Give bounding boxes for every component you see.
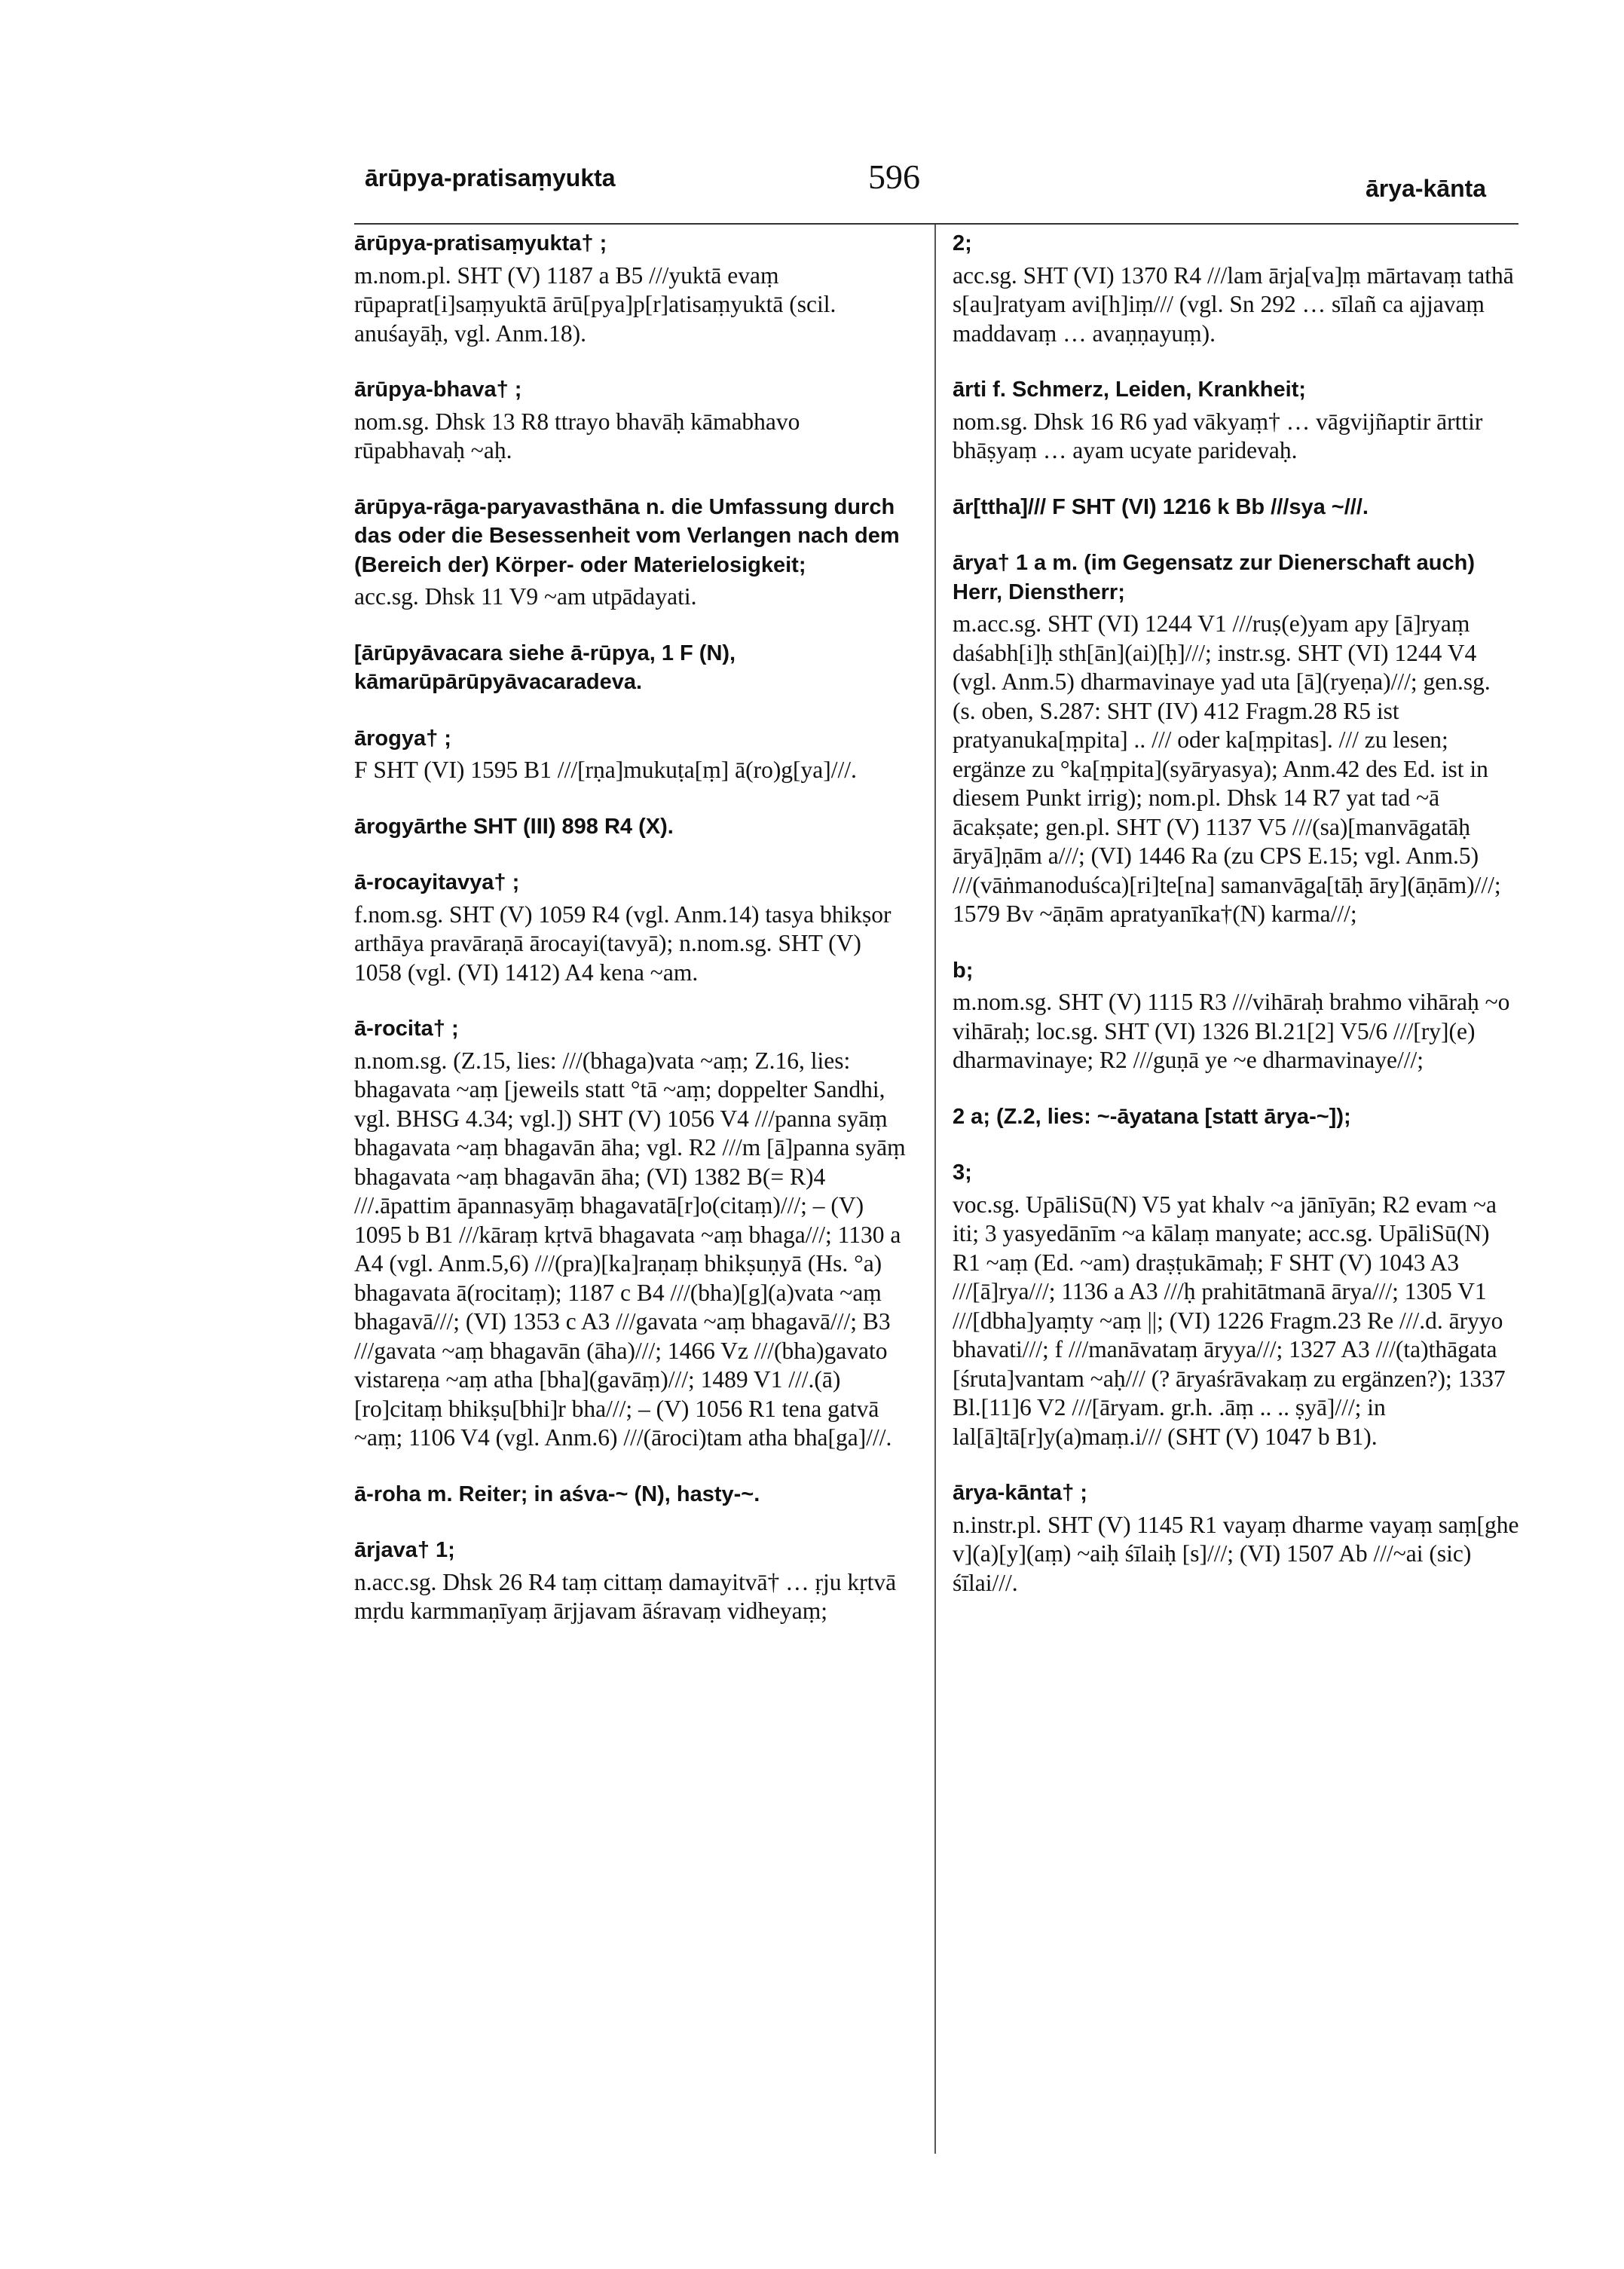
entry-body: voc.sg. UpāliSū(N) V5 yat khalv ~a jānīyān; R2 evam ~a iti; 3 yasyedānīm ~a kālaṃ manyate; acc.sg. UpāliSū(N) R1 ~aṃ (Ed. ~am) draṣṭukāmaḥ; F SHT (V) 1043 A3 ///[ā]rya///; 1136 a A3 ///ḥ prahitātmanā ārya///; 1305 V1 ///[dbha]yaṃty ~aṃ ||; (VI) 1226 Fragm.23 Re ///.d. āryyo bhavati///; f ///manāvataṃ āryya///; 1327 A3 ///(ta)thāgata [śruta]vantam ~aḥ/// (? āryaśrāvakaṃ zu ergänzen?); 1337 Bl.[11]6 V2 ///[āryam. gr.h. .āṃ .. .. ṣyā]///; in lal[ā]tā[r]y(a)maṃ.i/// (SHT (V) 1047 b B1). [953,1191,1506,1450]
left-column [354,229,913,1653]
dictionary-entry [354,1014,913,1453]
entry-body: m.nom.pl. SHT (V) 1187 a B5 ///yuktā evaṃ rūpaprat[i]saṃyuktā ārū[pya]p[r]atisaṃyuktā (scil. anuśayāḥ, vgl. Anm.18). [354,261,836,347]
entry-body: nom.sg. Dhsk 16 R6 yad vākyaṃ† … vāgvijñaptir ārttir bhāṣyaṃ … ayam ucyate paridevaḥ. [953,408,1483,463]
entry-headword: 2; [953,231,972,255]
entry-body: acc.sg. SHT (VI) 1370 R4 ///lam ārja[va]ṃ mārtavaṃ tathā s[au]ratyam avi[h]iṃ/// (vgl. Sn 292 … sīlañ ca ajjavaṃ maddavaṃ … avaṇṇayuṃ). [953,261,1514,347]
entry-headword: 2 a; (Z.2, lies: ~-āyatana [statt ārya-~]); [953,1104,1351,1129]
dictionary-entry [354,493,913,612]
entry-headword: b; [953,958,974,983]
entry-headword: ārya-kānta† ; [953,1481,1087,1505]
page-number: 596 [868,157,920,196]
dictionary-entry [953,229,1519,348]
entry-headword: ārjava† 1; [354,1538,455,1562]
entry-headword: ā-rocayitavya† ; [354,870,520,894]
dictionary-entry [953,1102,1519,1132]
dictionary-entry [953,1479,1519,1598]
entry-headword: ārya† 1 a m. (im Gegensatz zur Dienerschaft auch) Herr, Dienstherr; [953,551,1476,604]
entry-headword: ā-rocita† ; [354,1017,459,1041]
dictionary-entry [354,229,913,348]
dictionary-entry [354,868,913,987]
entry-headword: ārogyārthe SHT (III) 898 R4 (X). [354,814,674,839]
dictionary-entry [354,375,913,466]
entry-body: n.acc.sg. Dhsk 26 R4 taṃ cittaṃ damayitvā† … ṛju kṛtvā mṛdu karmmaṇīyaṃ ārjjavam āśravaṃ vidheyaṃ; [354,1568,897,1624]
dictionary-entry [354,1480,913,1509]
entry-body: m.nom.sg. SHT (V) 1115 R3 ///vihāraḥ brahmo vihāraḥ ~o vihāraḥ; loc.sg. SHT (VI) 1326 Bl.21[2] V5/6 ///[ry](e) dharmavinaye; R2 ///guṇā ye ~e dharmavinaye///; [953,989,1510,1073]
entry-body: n.nom.sg. (Z.15, lies: ///(bhaga)vata ~aṃ; Z.16, lies: bhagavata ~aṃ [jeweils statt °tā ~aṃ; doppelter Sandhi, vgl. BHSG 4.34; vgl.]) SHT (V) 1056 V4 ///panna syāṃ bhagavata ~aṃ bhagavān āha; vgl. R2 ///m [ā]panna syāṃ bhagavata ~aṃ bhagavān āha; (VI) 1382 B(= R)4 ///.āpattim āpannasyāṃ bhagavatā[r]o(citaṃ)///; – (V) 1095 b B1 ///kāraṃ kṛtvā bhagavata ~aṃ bhaga///; 1130 a A4 (vgl. Anm.5,6) ///(pra)[ka]raṇaṃ bhikṣuṇyā (Hs. °a) bhagavata ā(rocitaṃ); 1187 c B4 ///(bha)[g](a)vata ~aṃ bhagavā///; (VI) 1353 c A3 ///gavata ~aṃ bhagavā///; B3 ///gavata ~aṃ bhagavān (āha)///; 1466 Vz ///(bha)gavato vistareṇa ~aṃ atha [bha](gavāṃ)///; 1489 V1 ///.(ā)[ro]citaṃ bhikṣu[bhi]r bha///; – (V) 1056 R1 tena gatvā ~aṃ; 1106 V4 (vgl. Anm.6) ///(āroci)tam atha bha[ga]///. [354,1047,906,1451]
entry-headword: ārūpya-bhava† ; [354,378,522,402]
entry-headword: ārogya† ; [354,726,451,751]
dictionary-entry [953,549,1519,929]
dictionary-entry [953,493,1519,522]
entry-body: m.acc.sg. SHT (VI) 1244 V1 ///ruṣ(e)yam apy [ā]ryaṃ daśabh[i]ḥ sth[ān](ai)[ḥ]///; instr.sg. SHT (VI) 1244 V4 (vgl. Anm.5) dharmavinaye yad uta [ā](ryeṇa)///; gen.sg. (s. oben, S.287: SHT (IV) 412 Fragm.28 R5 ist pratyanuka[ṃpita] .. /// oder ka[ṃpitas]. /// zu lesen; ergänze zu °ka[ṃpita](syāryasya); Anm.42 des Ed. ist in diesem Punkt irrig); nom.pl. Dhsk 14 R7 yat tad ~ā ācakṣate; gen.pl. SHT (V) 1137 V5 ///(sa)[manvāgatāḥ āryā]ṇām a///; (VI) 1446 Ra (zu CPS E.15; vgl. Anm.5) ///(vāṅmanoduśca)[ri]te[na] samanvāga[tāḥ āry](āṇām)///; 1579 Bv ~āṇām apratyanīka†(N) karma///; [953,610,1501,927]
entry-headword: 3; [953,1160,972,1185]
dictionary-entry [354,812,913,842]
entry-body: n.instr.pl. SHT (V) 1145 R1 vayaṃ dharme vayaṃ saṃ[ghe v](a)[y](aṃ) ~aiḥ śīlaiḥ [s]///; (VI) 1507 Ab ///~ai (sic) śīlai///. [953,1511,1519,1596]
dictionary-entry [953,956,1519,1075]
dictionary-entry [953,1158,1519,1451]
dictionary-entry [953,375,1519,466]
entry-body: acc.sg. Dhsk 11 V9 ~am utpādayati. [354,583,697,610]
entry-body: f.nom.sg. SHT (V) 1059 R4 (vgl. Anm.14) tasya bhikṣor arthāya pravāraṇā ārocayi(tavyā); n.nom.sg. SHT (V) 1058 (vgl. (VI) 1412) A4 kena ~am. [354,901,892,986]
dictionary-entry [354,1536,913,1626]
entry-body: F SHT (VI) 1595 B1 ///[rṇa]mukuṭa[ṃ] ā(ro)g[ya]///. [354,757,857,783]
entry-headword: ārūpya-rāga-paryavasthāna n. die Umfassung durch das oder die Besessenheit vom Verlangen nach dem (Bereich der) Körper- oder Materielosigkeit; [354,494,900,577]
entry-headword: ārti f. Schmerz, Leiden, Krankheit; [953,378,1306,402]
header-rule [354,223,1518,225]
dictionary-entry [354,724,913,785]
running-head-left: ārūpya-pratisaṃyukta [365,164,616,191]
column-divider [934,225,936,2154]
right-column [953,229,1519,1625]
entry-headword: ā-roha m. Reiter; in aśva-~ (N), hasty-~. [354,1482,760,1506]
running-head-right: ārya-kānta [1366,175,1487,202]
entry-body: nom.sg. Dhsk 13 R8 ttrayo bhavāḥ kāmabhavo rūpabhavaḥ ~aḥ. [354,408,800,463]
entry-headword: ār[ttha]/// F SHT (VI) 1216 k Bb ///sya ~///. [953,494,1369,519]
dictionary-entry [354,639,913,697]
entry-headword: [ārūpyāvacara siehe ā-rūpya, 1 F (N), kāmarūpārūpyāvacaradeva. [354,641,736,694]
entry-headword: ārūpya-pratisaṃyukta† ; [354,231,607,255]
